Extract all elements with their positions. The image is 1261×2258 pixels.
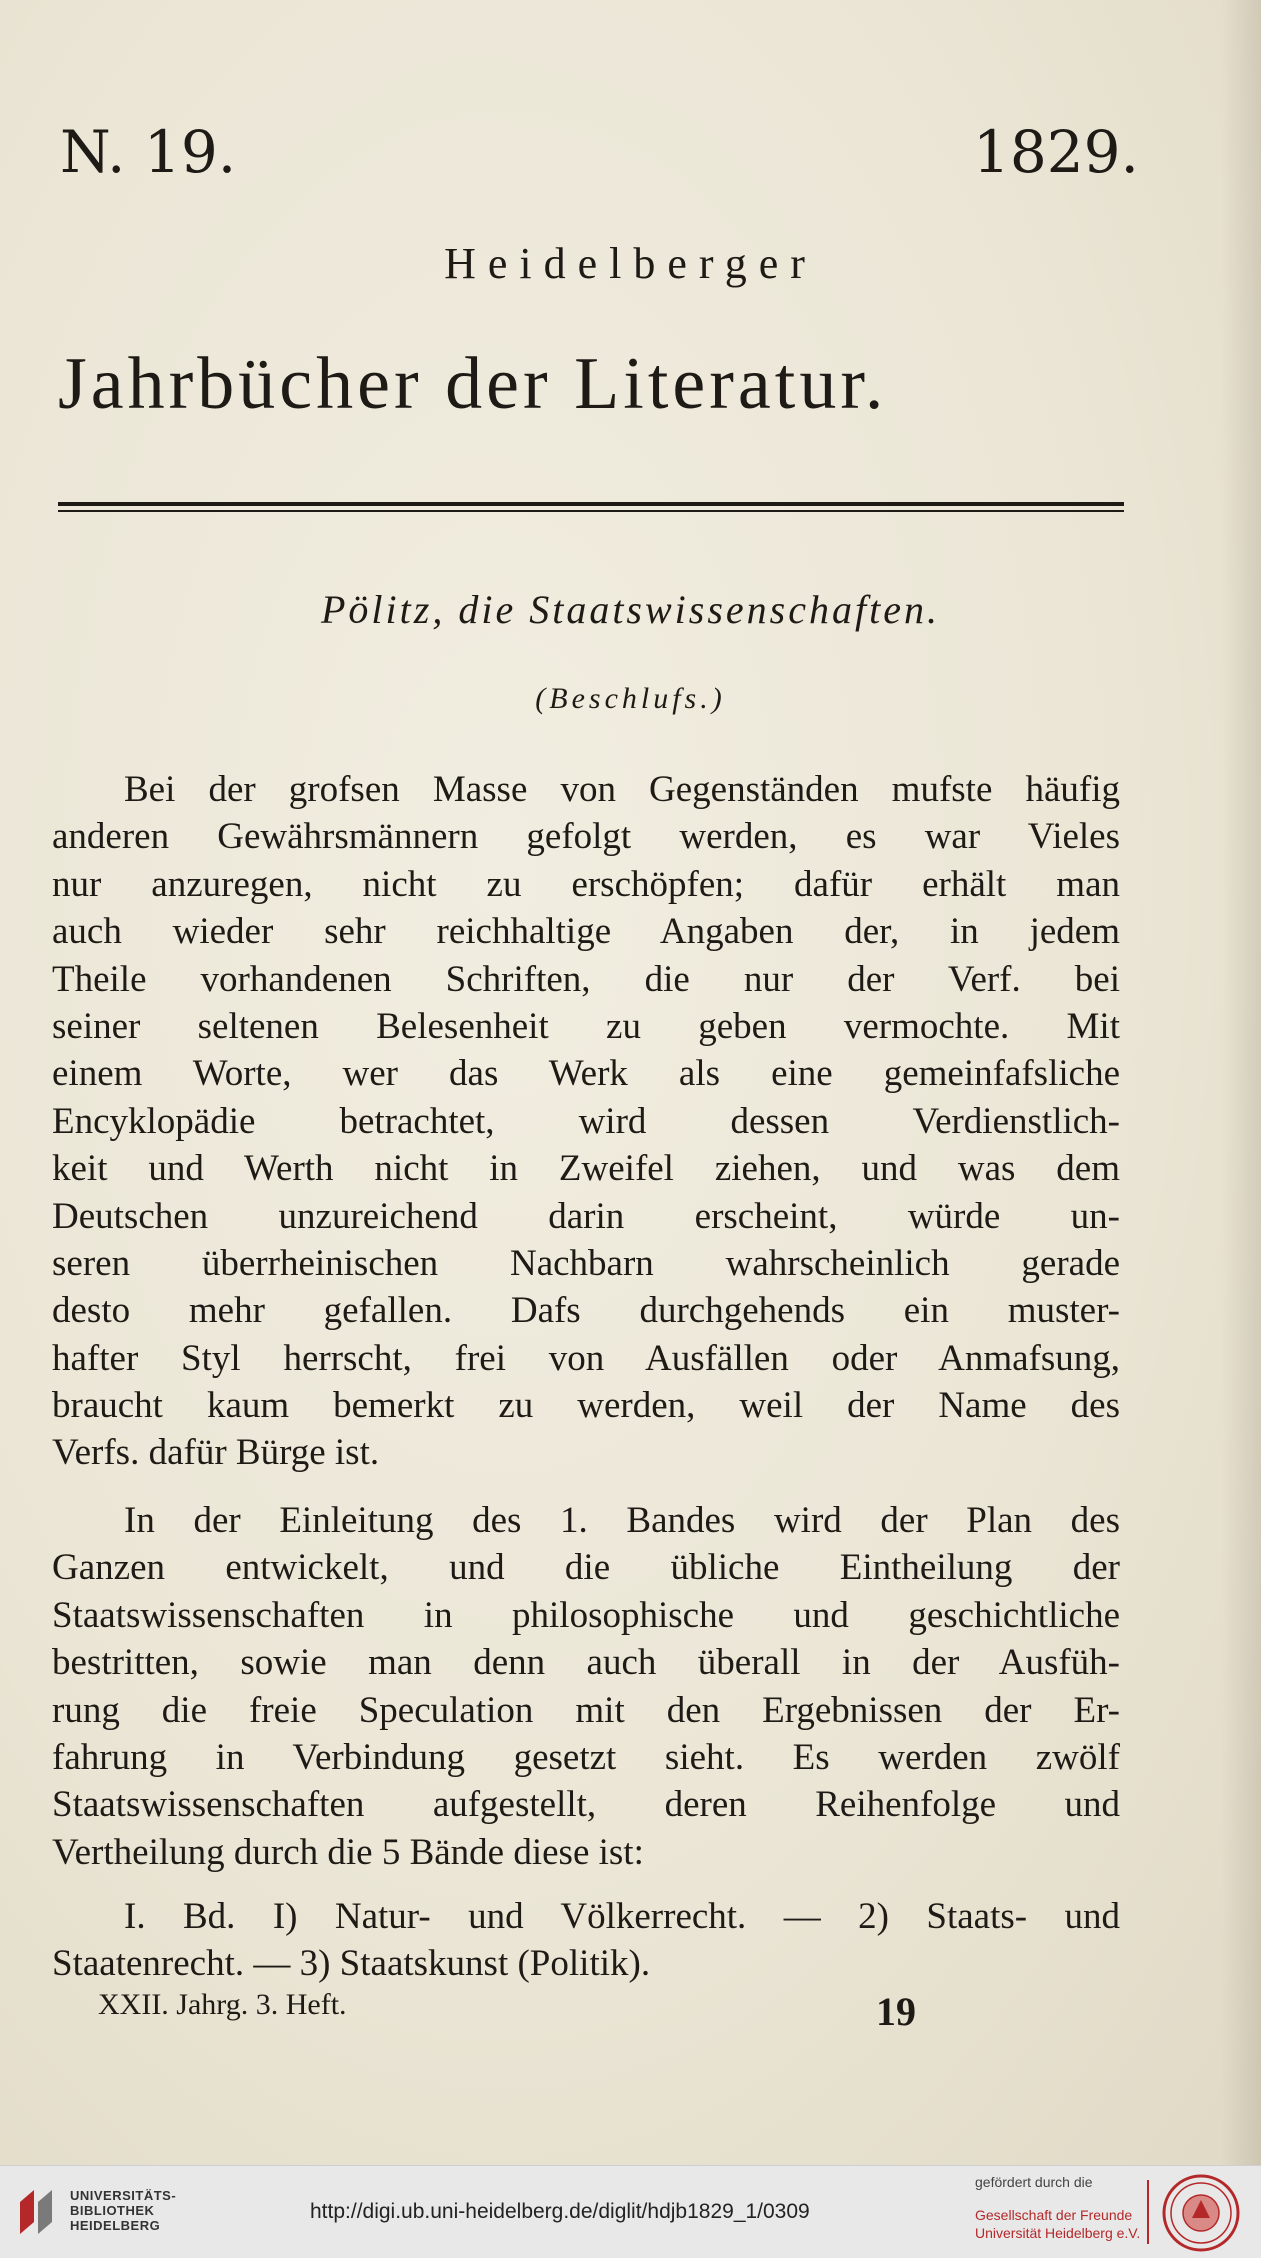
text-line: I. Bd. I) Natur- und Völkerrecht. — 2) Staats- und [124,1896,1120,1937]
journal-title: Jahrbücher der Literatur. [58,343,888,425]
text-line: seiner seltenen Belesenheit zu geben vermochte. Mit [52,1005,1120,1047]
text-line: Staatswissenschaften in philosophische und geschichtliche [52,1594,1120,1636]
text-line: nur anzuregen, nicht zu erschöpfen; dafür erhält man [52,863,1120,905]
text-line: keit und Werth nicht in Zweifel ziehen, und was dem [52,1148,1120,1190]
library-logo-icon [12,2182,62,2242]
text-line: Deutschen unzureichend darin erscheint, würde un- [52,1195,1120,1237]
sponsor-name: Gesellschaft der Freunde Universität Heidelberg e.V. [975,2207,1141,2241]
text-line: In der Einleitung des 1. Bandes wird der Plan des [124,1500,1120,1541]
text-line: desto mehr gefallen. Dafs durchgehends ein muster- [52,1290,1120,1332]
journal-subtitle: Heidelberger [444,239,817,288]
paragraph-2 [52,1497,1120,1876]
volume-footer: XXII. Jahrg. 3. Heft. [98,1988,347,2021]
university-seal-icon [1162,2174,1240,2252]
text-line: Verfs. dafür Bürge ist. [52,1432,380,1474]
text-line: fahrung in Verbindung gesetzt sieht. Es werden zwölf [52,1736,1120,1778]
issue-number: N. 19. [60,118,237,186]
sponsor-divider [1147,2180,1149,2244]
text-line: Bei der grofsen Masse von Gegenständen mufste häufig [124,769,1120,810]
funded-by-label: gefördert durch die [975,2174,1093,2190]
article-note: (Beschlufs.) [535,682,726,715]
text-line: Encyklopädie betrachtet, wird dessen Verdienstlich- [52,1100,1120,1142]
text-line: seren überrheinischen Nachbarn wahrscheinlich gerade [52,1242,1120,1284]
issue-year: 1829. [972,118,1139,186]
header-rule-thick [58,502,1124,506]
text-line: auch wieder sehr reichhaltige Angaben der, in jedem [52,911,1120,953]
text-line: Ganzen entwickelt, und die übliche Eintheilung der [52,1547,1120,1589]
paragraph-3 [52,1893,1120,1988]
library-name: UNIVERSITÄTS- BIBLIOTHEK HEIDELBERG [70,2188,177,2233]
header-rule-thin [58,510,1124,512]
viewer-bottom-bar [0,2165,1261,2258]
article-title: Pölitz, die Staatswissenschaften. [321,587,940,632]
text-line: Staatenrecht. — 3) Staatskunst (Politik). [52,1943,651,1985]
text-line: Theile vorhandenen Schriften, die nur der Verf. bei [52,958,1120,1000]
permalink-url[interactable]: http://digi.ub.uni-heidelberg.de/diglit/hdjb1829_1/0309 [310,2200,810,2223]
text-line: Staatswissenschaften aufgestellt, deren Reihenfolge und [52,1784,1120,1826]
signature-mark: 19 [876,1989,916,2034]
text-line: Vertheilung durch die 5 Bände diese ist: [52,1831,644,1873]
text-line: rung die freie Speculation mit den Ergebnissen der Er- [52,1689,1120,1731]
text-line: bestritten, sowie man denn auch überall in der Ausfüh- [52,1642,1120,1684]
text-line: hafter Styl herrscht, frei von Ausfällen oder Anmafsung, [52,1337,1120,1379]
text-line: anderen Gewährsmännern gefolgt werden, es war Vieles [52,816,1120,858]
text-line: einem Worte, wer das Werk als eine gemeinfafsliche [52,1053,1120,1095]
paragraph-1 [52,766,1120,1477]
text-line: braucht kaum bemerkt zu werden, weil der Name des [52,1385,1120,1427]
